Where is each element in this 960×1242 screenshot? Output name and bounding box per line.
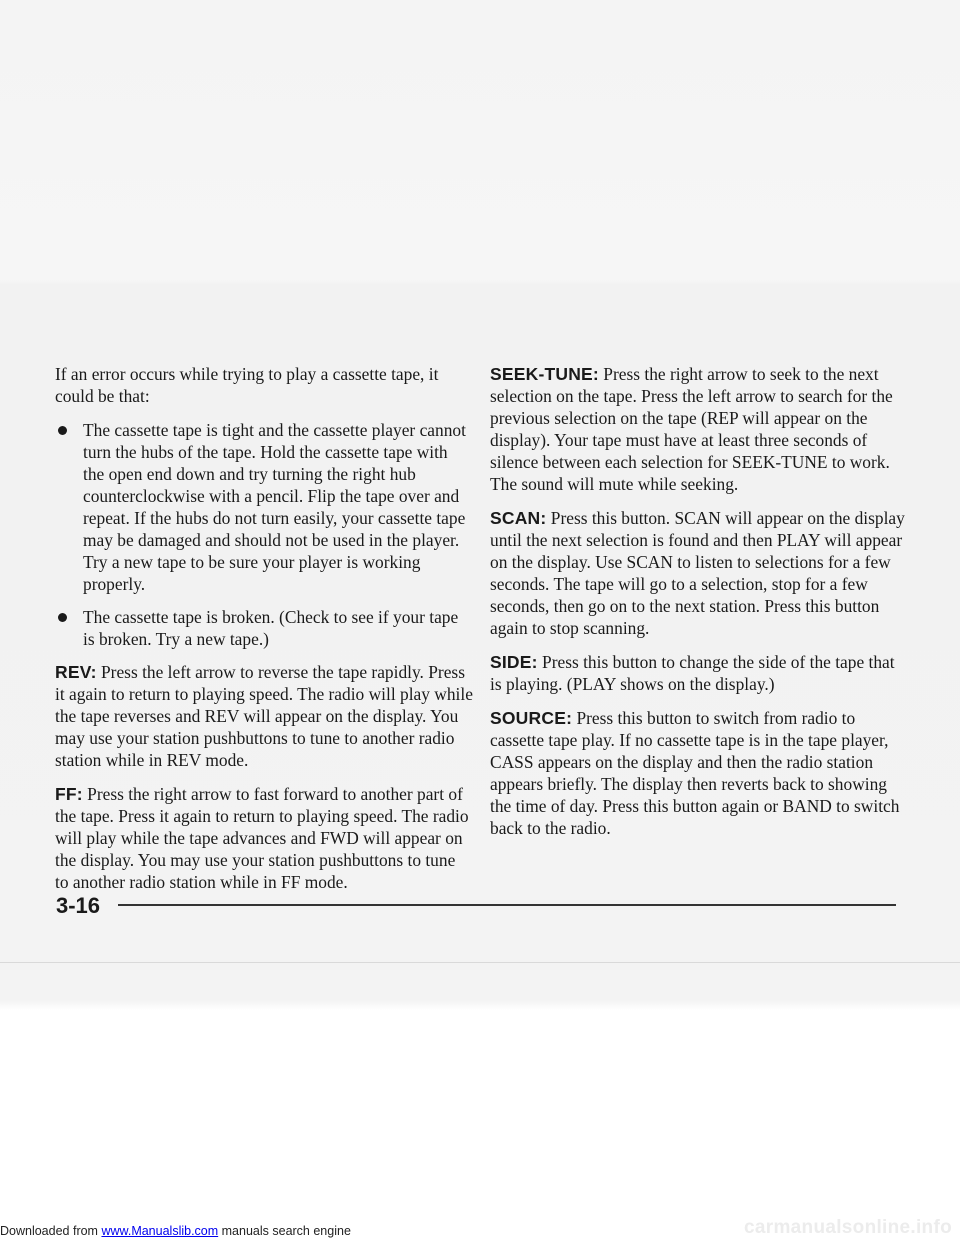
- side-term: SIDE:: [490, 652, 538, 672]
- page-number: 3-16: [56, 893, 101, 918]
- seek-tune-paragraph: [490, 363, 905, 495]
- seek-tune-text: Press the right arrow to seek to the next selection on the tape. Press the left arrow to search for the previous selection on the tape (REP will appear on the display). Your tape must have at least three seconds of silence between each selection for SEEK-TUNE to work. The sound will mute while seeking.: [490, 364, 893, 494]
- right-column: [490, 363, 905, 851]
- watermark: carmanualsonline.info: [744, 1217, 952, 1238]
- seek-tune-term: SEEK-TUNE:: [490, 364, 599, 384]
- ff-term: FF:: [55, 784, 83, 804]
- scan-text: Press this button. SCAN will appear on the display until the next selection is found and then PLAY will appear on the display. Use SCAN to listen to selections for a few seconds. The tape will go to a selection, stop for a few seconds, then go on to the next station. Press this button again to stop scanning.: [490, 508, 905, 638]
- side-text: Press this button to change the side of the tape that is playing. (PLAY shows on the display.): [490, 652, 895, 694]
- download-suffix: manuals search engine: [218, 1224, 351, 1238]
- source-text: Press this button to switch from radio to cassette tape play. If no cassette tape is in the tape player, CASS appears on the display and then the radio station appears briefly. The display then reverts back to showing the time of day. Press this button again or BAND to switch back to the radio.: [490, 708, 900, 838]
- ff-text: Press the right arrow to fast forward to another part of the tape. Press it again to return to playing speed. The radio will play while the tape advances and FWD will appear on the display. You may use your station pushbuttons to tune to another radio station while in FF mode.: [55, 784, 469, 892]
- list-item: [55, 419, 473, 595]
- bullet-icon: [58, 426, 67, 435]
- download-credit: [0, 1224, 351, 1238]
- source-term: SOURCE:: [490, 708, 573, 728]
- left-column: [55, 363, 473, 905]
- side-paragraph: [490, 651, 905, 695]
- source-paragraph: [490, 707, 905, 839]
- rev-term: REV:: [55, 662, 97, 682]
- intro-paragraph: If an error occurs while trying to play a cassette tape, it could be that:: [55, 364, 439, 406]
- list-item: [55, 606, 473, 650]
- bullet-icon: [58, 613, 67, 622]
- rev-paragraph: [55, 661, 473, 771]
- ff-paragraph: [55, 783, 473, 893]
- rev-text: Press the left arrow to reverse the tape rapidly. Press it again to return to playing speed. The radio will play while the tape reverses and REV will appear on the display. You may use your station pushbuttons to tune to another radio station while in REV mode.: [55, 662, 473, 770]
- bullet-text: The cassette tape is tight and the cassette player cannot turn the hubs of the tape. Hold the cassette tape with the open end down and try turning the right hub counterclockwise with a pencil. Flip the tape over and repeat. If the hubs do not turn easily, your cassette tape may be damaged and should not be used in the player. Try a new tape to be sure your player is working properly.: [83, 420, 466, 594]
- manualslib-link[interactable]: www.Manualslib.com: [101, 1224, 219, 1238]
- bullet-text: The cassette tape is broken. (Check to see if your tape is broken. Try a new tape.): [83, 607, 459, 649]
- scan-edge-line: [0, 962, 960, 963]
- scan-paragraph: [490, 507, 905, 639]
- error-causes-list: [55, 419, 473, 650]
- scan-term: SCAN:: [490, 508, 547, 528]
- footer-rule: [118, 904, 896, 906]
- download-prefix: Downloaded from: [0, 1224, 102, 1238]
